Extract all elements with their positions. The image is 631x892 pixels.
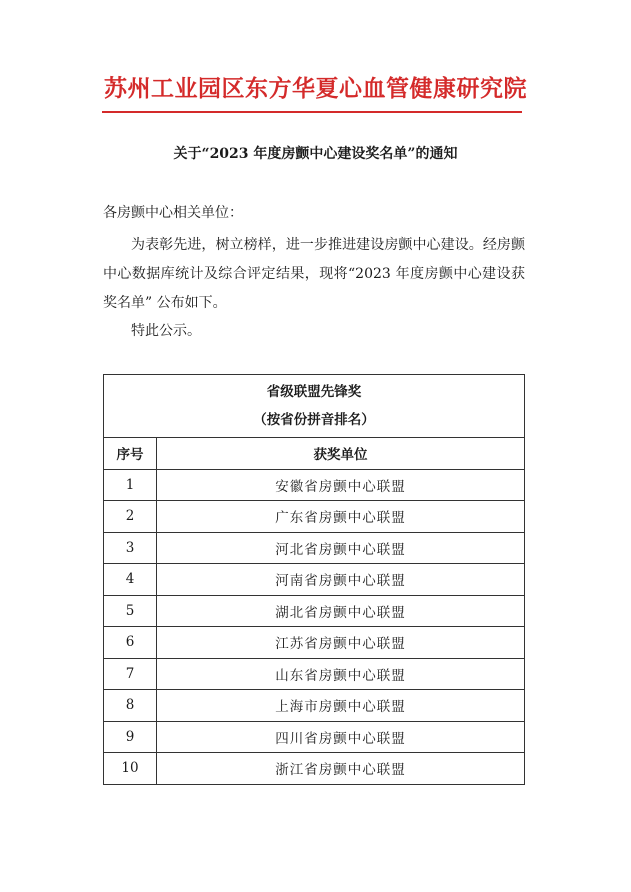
row-unit: 广东省房颤中心联盟 — [157, 501, 525, 533]
row-unit: 湖北省房颤中心联盟 — [157, 595, 525, 627]
table-row — [104, 532, 525, 564]
row-number: 10 — [104, 753, 157, 785]
table-row — [104, 721, 525, 753]
row-number: 5 — [104, 595, 157, 627]
row-unit: 安徽省房颤中心联盟 — [157, 469, 525, 501]
table-row — [104, 658, 525, 690]
table-caption — [104, 375, 525, 438]
table-row — [104, 501, 525, 533]
row-unit: 江苏省房颤中心联盟 — [157, 627, 525, 659]
salutation: 各房颤中心相关单位： — [103, 205, 243, 221]
row-unit: 四川省房颤中心联盟 — [157, 721, 525, 753]
column-header-number: 序号 — [104, 438, 157, 470]
row-unit: 浙江省房颤中心联盟 — [157, 753, 525, 785]
table-subtitle: （按省份拼音排名） — [253, 412, 375, 428]
table-row — [104, 753, 525, 785]
table-row — [104, 469, 525, 501]
notice-title: 关于“2023 年度房颤中心建设奖名单”的通知 — [173, 146, 458, 162]
row-number: 4 — [104, 564, 157, 596]
header-divider — [102, 111, 522, 113]
table-row — [104, 595, 525, 627]
row-unit: 河北省房颤中心联盟 — [157, 532, 525, 564]
row-number: 7 — [104, 658, 157, 690]
row-unit: 山东省房颤中心联盟 — [157, 658, 525, 690]
closing-line: 特此公示。 — [131, 323, 201, 339]
column-header-unit: 获奖单位 — [157, 438, 525, 470]
body-paragraph: 为表彰先进，树立榜样，进一步推进建设房颤中心建设。经房颤中心数据库统计及综合评定结果，现将“2023 年度房颤中心建设获奖名单” 公布如下。 — [103, 237, 525, 311]
row-number: 2 — [104, 501, 157, 533]
table-title: 省级联盟先锋奖 — [266, 384, 362, 400]
table-row — [104, 564, 525, 596]
table-header-row — [104, 438, 525, 470]
row-number: 3 — [104, 532, 157, 564]
table-row — [104, 627, 525, 659]
row-unit: 河南省房颤中心联盟 — [157, 564, 525, 596]
table-row — [104, 690, 525, 722]
organization-header: 苏州工业园区东方华夏心血管健康研究院 — [104, 75, 527, 102]
award-table — [103, 374, 525, 785]
row-number: 9 — [104, 721, 157, 753]
row-unit: 上海市房颤中心联盟 — [157, 690, 525, 722]
row-number: 6 — [104, 627, 157, 659]
row-number: 1 — [104, 469, 157, 501]
row-number: 8 — [104, 690, 157, 722]
table-caption-row — [104, 375, 525, 438]
